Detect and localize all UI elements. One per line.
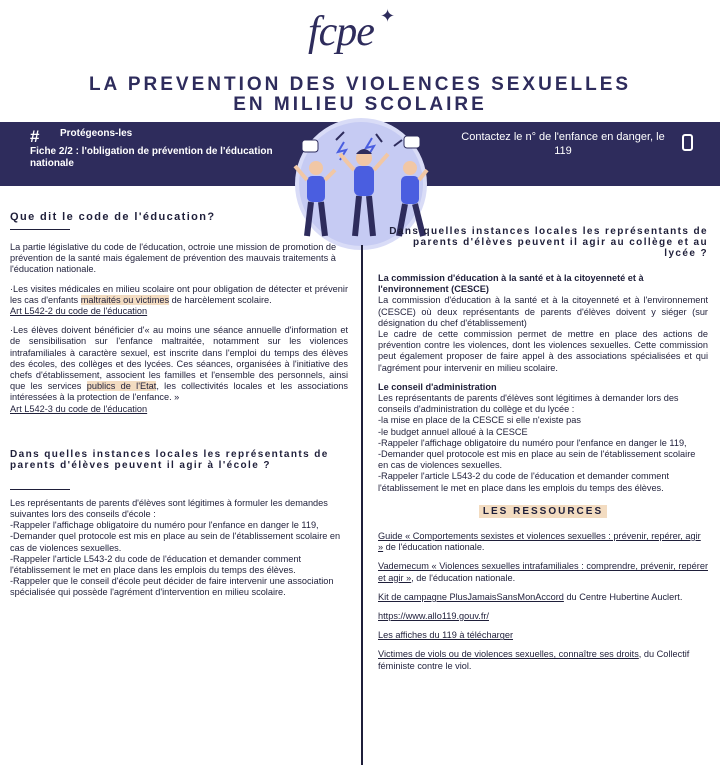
hashtag-icon: # [30, 127, 40, 146]
paragraph-visites [10, 284, 348, 318]
hashtag-label: Protégeons-les [60, 128, 133, 139]
resource-link[interactable]: Les affiches du 119 à télécharger [378, 630, 514, 641]
ecole-item: -Rappeler l'affichage obligatoire du numéro pour l'enfance en danger le 119, [10, 520, 319, 531]
text-run: , du Collectif féministe contre le viol. [378, 649, 690, 671]
paragraph-ecole-intro: Les représentants de parents d'élèves sont légitimes à formuler les demandes suivantes lors des conseils d'école : [10, 497, 328, 520]
resource-item [378, 630, 708, 641]
fcpe-logo: fcpe [308, 9, 374, 55]
resource-link[interactable]: Guide « Comportements sexistes et violences sexuelles : prévenir, repérer, agir » [378, 531, 701, 553]
resources-title-text: LES RESSOURCES [479, 505, 607, 518]
text-run: du Centre Hubertine Auclert. [563, 591, 683, 602]
ca-item: -Demander quel protocole est mis en place au sein de l'établissement scolaire en cas de violences sexuelles. [378, 449, 696, 471]
resource-item [378, 592, 708, 603]
page-title-line2: EN MILIEU SCOLAIRE [233, 94, 487, 115]
resource-link[interactable]: Kit de campagne PlusJamaisSansMonAccord [378, 591, 564, 602]
resource-link[interactable]: https://www.allo119.gouv.fr/ [378, 611, 489, 622]
logo-star-icon: ✦ [380, 6, 396, 26]
page-header [0, 0, 720, 186]
ca-item: -Rappeler l'affichage obligatoire du numéro pour l'enfance en danger le 119, [378, 437, 687, 448]
resource-item [378, 611, 708, 622]
section-title-ecole: Dans quelles instances locales les représentants de parents d'élèves peuvent il agir à l'école ? [10, 448, 329, 471]
paragraph-seances [10, 325, 348, 415]
section-title-college: Dans quelles instances locales les représentants de parents d'élèves peuvent il agir au collège et au lycée ? [389, 226, 708, 259]
ca-title: Le conseil d'administration [378, 381, 497, 392]
cesce-paragraph-1: La commission d'éducation à la santé et à la citoyenneté et à l'environnement (CESCE) où deux représentants de parents d'élèves doivent y siéger (sur désignation du chef d'établissement) [378, 295, 708, 328]
article-ref-link[interactable]: Art L542-2 du code de l'éducation [10, 306, 148, 317]
highlight-text: publics de l'Etat [86, 381, 157, 392]
resource-item [378, 531, 708, 553]
page-title-line1: LA PREVENTION DES VIOLENCES SEXUELLES [88, 74, 632, 95]
ca-item: -Rappeler l'article L543-2 du code de l'éducation et demander comment l'établissement le met en place dans les emplois du temps des élèves. [378, 471, 670, 493]
article-ref-link[interactable]: Art L542-3 du code de l'éducation [10, 403, 148, 414]
highlight-text: maltraités ou victimes [80, 294, 170, 305]
text-run: , les collectivités locales et les associations intéressées à la protection de l'enfance. » [10, 381, 349, 403]
phone-icon [682, 134, 693, 151]
column-divider [361, 245, 363, 765]
contact-text: Contactez le n° de l'enfance en danger, le 119 [461, 131, 665, 157]
section-title-code: Que dit le code de l'éducation? [10, 211, 216, 223]
ecole-item: -Rappeler que le conseil d'école peut décider de faire intervenir une association spécialisée qui possède l'agrément d'intervention en milieu scolaire. [10, 576, 334, 598]
ca-intro: Les représentants de parents d'élèves sont légitimes à demander lors des conseils d'administration du collège et du lycée : [378, 393, 679, 415]
ecole-item: -Demander quel protocole est mis en place au sein de l'établissement scolaire en cas de violences sexuelles. [10, 531, 341, 553]
right-column [378, 226, 708, 680]
section-rule [10, 229, 70, 230]
text-run: de l'éducation nationale. [383, 542, 485, 553]
text-run: ·Les élèves doivent bénéficier d'« au moins une séance annuelle d'information et de sensibilisation sur l'enfance maltraitée, notamment sur les violences intrafamiliales à caractère sexuel, est inscrite dans l'emploi du temps des élèves des écoles, des collèges et des lycées. Ces séances, organisées à l'initiative des chefs d'établissement, associent les familles et l'ensemble des personnels, ainsi que les services [10, 325, 348, 392]
resource-item [378, 649, 708, 671]
cesce-title: La commission d'éducation à la santé et à la citoyenneté et à l'environnement (CESCE) [378, 273, 644, 295]
ca-item: -la mise en place de la CESCE si elle n'existe pas [378, 415, 581, 426]
left-column [10, 212, 348, 599]
text-run: de harcèlement scolaire. [171, 294, 272, 305]
text-run: , de l'éducation nationale. [411, 572, 516, 583]
cesce-paragraph-2: Le cadre de cette commission permet de mettre en place des actions de prévention contre les violences, dont les violences sexuelles. Cette commission peut également proposer de faire appel à des associations spécialisées et qui l'agrément pour intervenir en milieu scolaire. [378, 329, 708, 373]
resources-title [378, 506, 708, 517]
ecole-item: -Rappeler l'article L543-2 du code de l'éducation et demander comment l'établissement le met en place dans les emplois du temps des élèves. [10, 553, 302, 576]
ca-item: -le budget annuel alloué à la CESCE [378, 426, 528, 437]
text-run: ·Les visites médicales en milieu scolaire ont pour obligation de détecter et prévenir les cas d'enfants [10, 283, 348, 305]
resource-item [378, 561, 708, 583]
section-rule [10, 489, 70, 490]
resource-link[interactable]: Victimes de viols ou de violences sexuelles, connaître ses droits [378, 649, 639, 660]
resource-link[interactable]: Vademecum « Violences sexuelles intrafamiliales : comprendre, prévenir, repérer et agir » [378, 561, 708, 583]
paragraph-code-intro: La partie législative du code de l'éducation, octroie une mission de promotion de prévention de la santé mais également de prévention des mauvais traitements à l'éducation nationale. [10, 242, 337, 275]
fiche-label: Fiche 2/2 : l'obligation de prévention de l'éducation nationale [30, 146, 273, 169]
